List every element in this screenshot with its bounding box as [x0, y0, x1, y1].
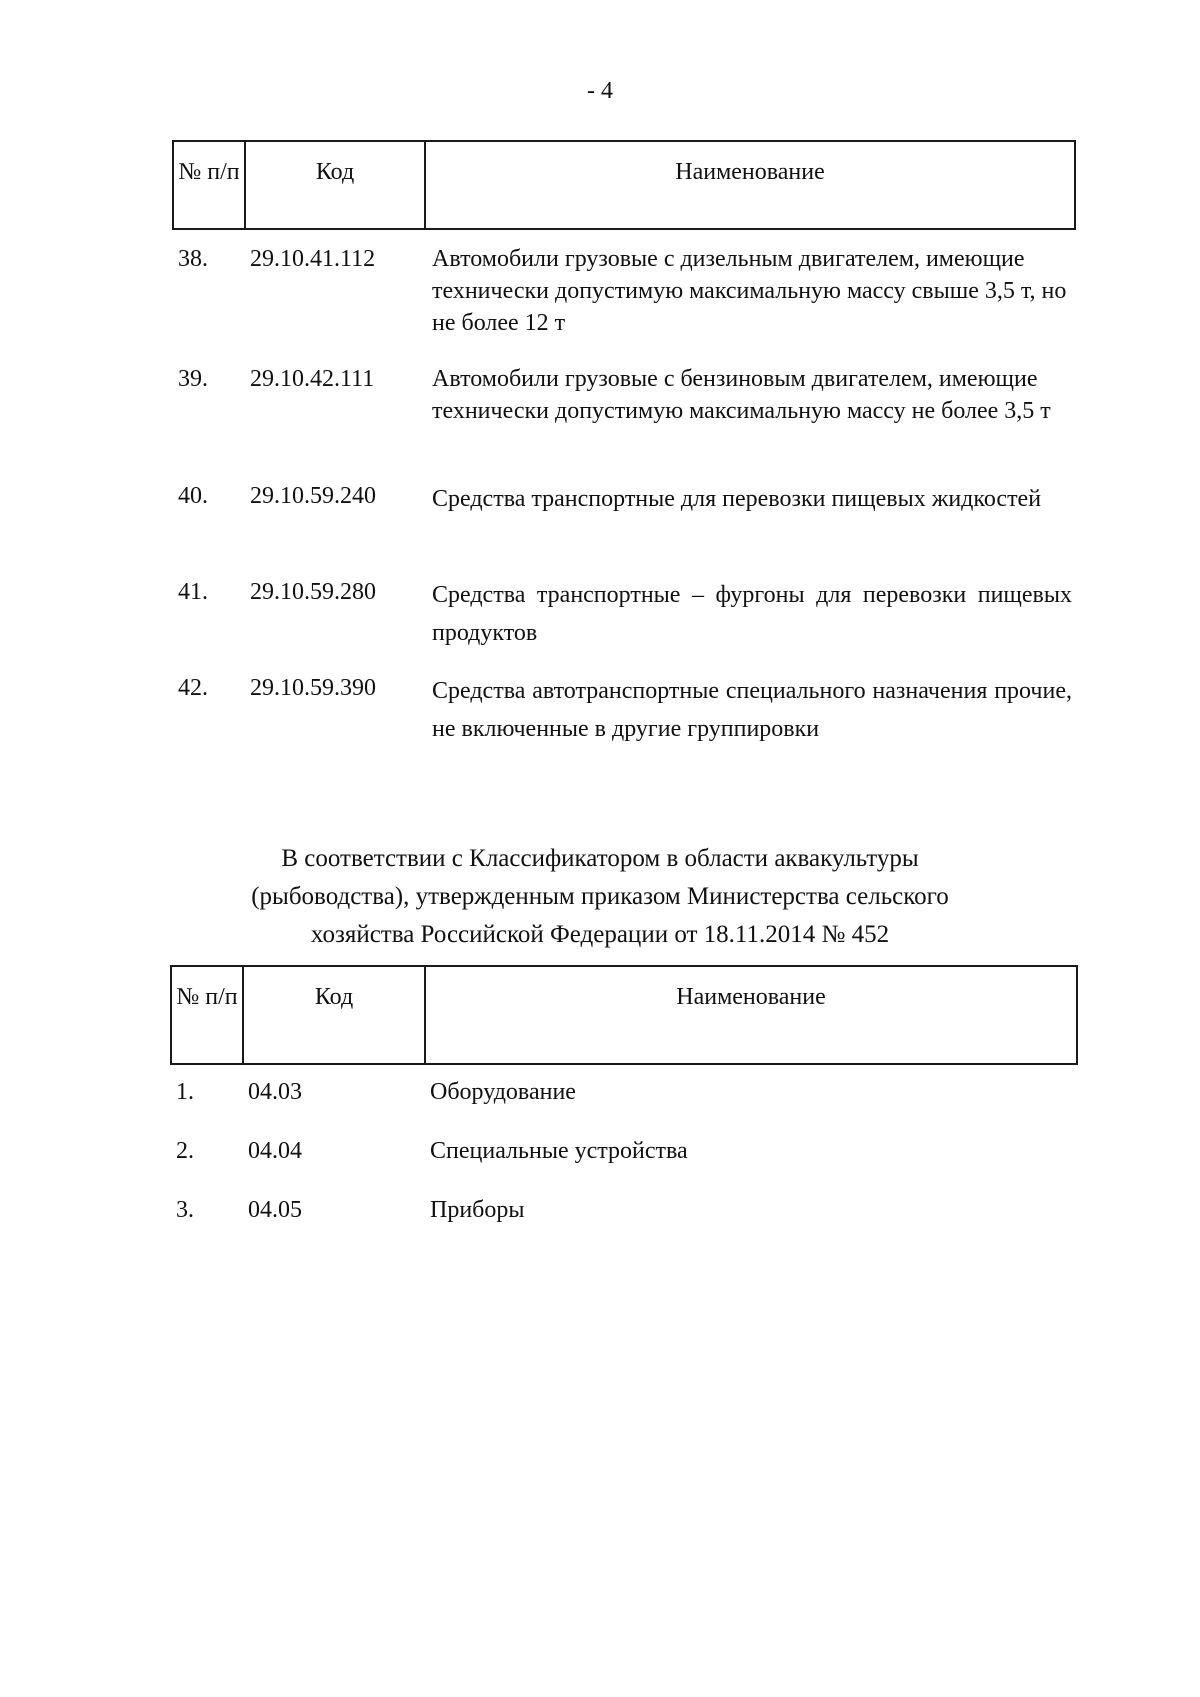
row-num: 3. [176, 1197, 194, 1223]
row-name: Автомобили грузовые с бензиновым двигателем, имеющие технически допустимую максимальную массу не более 3,5 т [432, 366, 1051, 424]
row-code: 29.10.41.112 [250, 246, 376, 272]
row-code: 29.10.59.390 [250, 675, 376, 701]
caption-line: хозяйства Российской Федерации от 18.11.2014 № 452 [310, 921, 890, 948]
row-num: 40. [178, 483, 208, 509]
caption-line: (рыбоводства), утвержденным приказом Министерства сельского [251, 883, 949, 910]
section-caption [0, 840, 1200, 954]
row-code: 04.05 [248, 1197, 302, 1223]
row-num: 41. [178, 579, 208, 605]
row-code: 04.04 [248, 1138, 302, 1164]
row-code: 29.10.59.240 [250, 483, 376, 509]
row-code: 29.10.59.280 [250, 579, 376, 605]
row-num: 1. [176, 1079, 194, 1105]
header-num: № п/п [172, 967, 244, 1063]
row-name: Специальные устройства [430, 1138, 688, 1164]
row-code: 29.10.42.111 [250, 366, 375, 392]
header-name: Наименование [675, 159, 825, 185]
header-code: Код [244, 967, 426, 1063]
table2-header [170, 965, 1078, 1065]
row-name: Средства автотранспортные специального назначения прочие, не включенные в другие группировки [432, 678, 1072, 742]
row-num: 38. [178, 246, 208, 272]
page-number: - 4 [587, 78, 613, 104]
row-name: Средства транспортные для перевозки пищевых жидкостей [432, 486, 1042, 512]
row-name: Оборудование [430, 1079, 576, 1105]
row-num: 42. [178, 675, 208, 701]
row-code: 04.03 [248, 1079, 302, 1105]
row-name: Автомобили грузовые с дизельным двигателем, имеющие технически допустимую максимальную массу свыше 3,5 т, но не более 12 т [432, 246, 1067, 336]
header-num: № п/п [174, 142, 246, 228]
header-code: Код [246, 142, 426, 228]
table1-header [172, 140, 1076, 230]
row-name: Приборы [430, 1197, 525, 1223]
row-name: Средства транспортные – фургоны для перевозки пищевых продуктов [432, 582, 1072, 646]
row-num: 39. [178, 366, 208, 392]
row-num: 2. [176, 1138, 194, 1164]
header-name: Наименование [676, 984, 826, 1010]
caption-line: В соответствии с Классификатором в области аквакультуры [281, 845, 919, 872]
